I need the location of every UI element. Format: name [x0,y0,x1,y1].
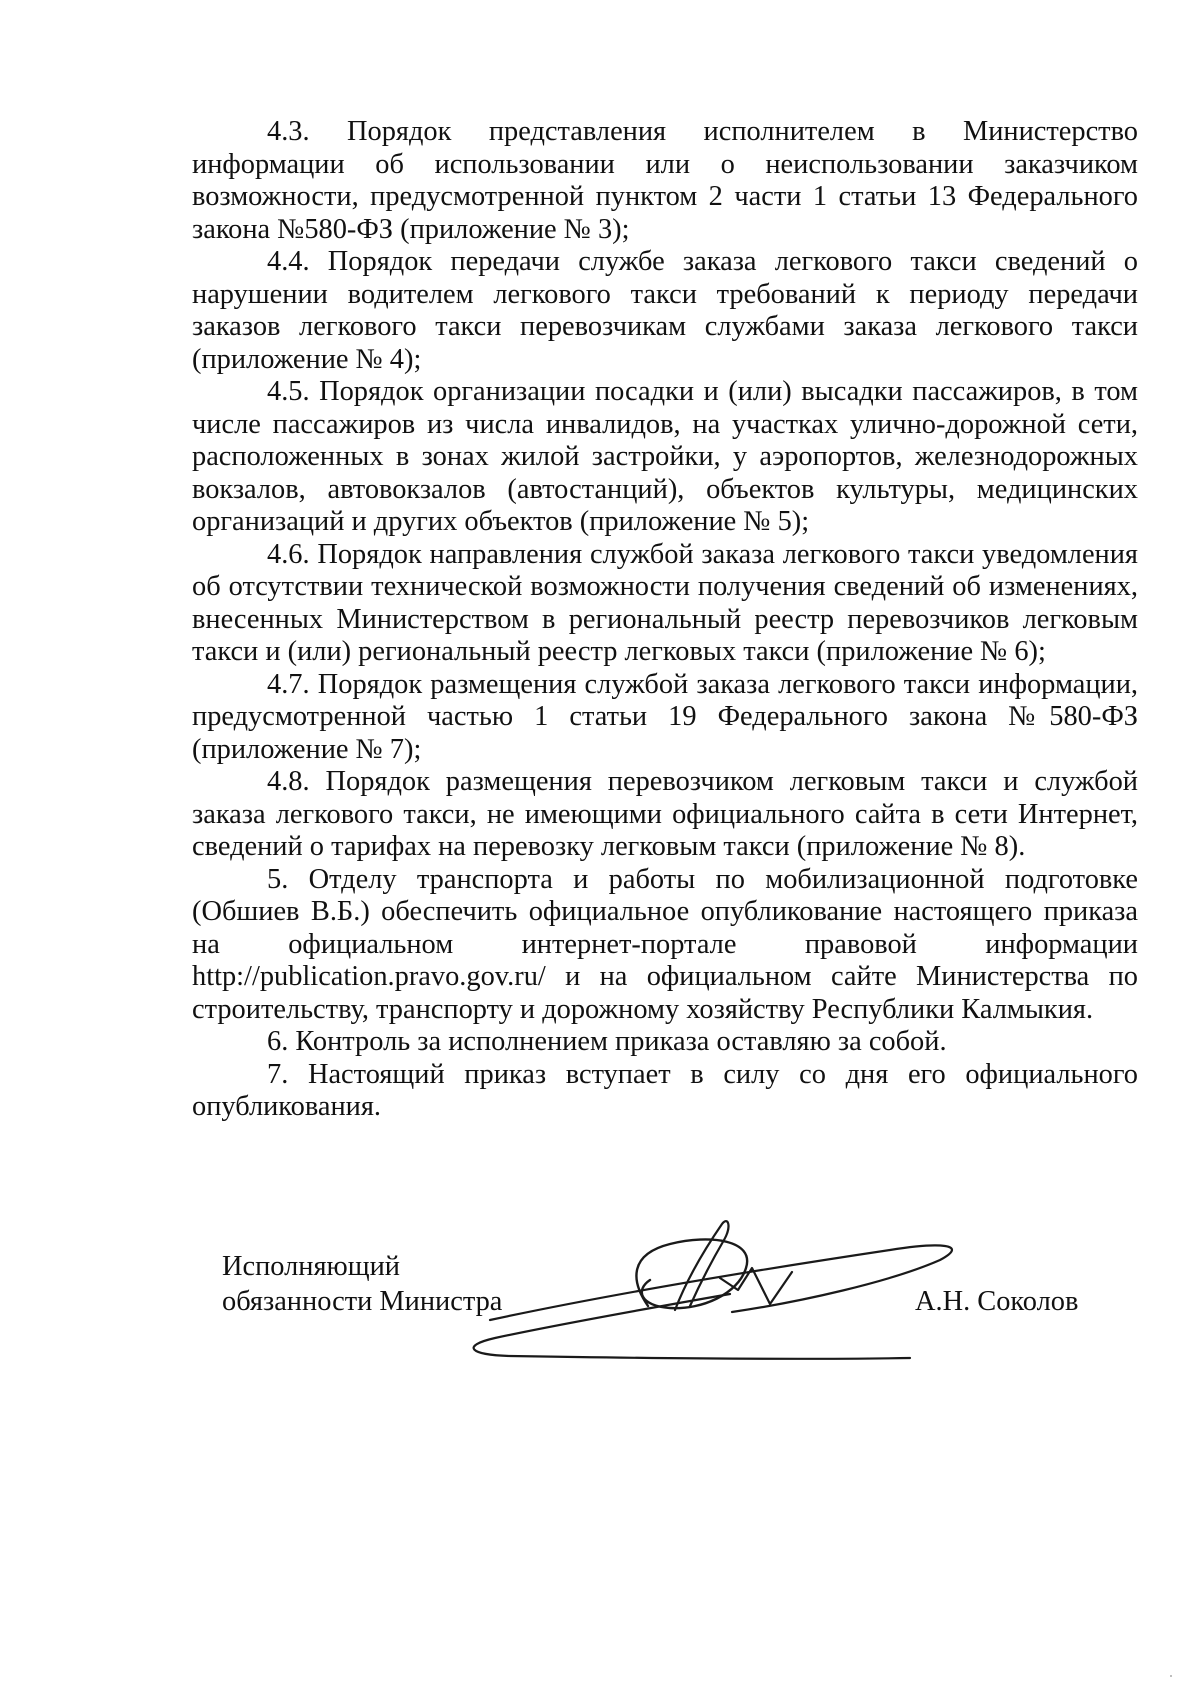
signature-strokes [474,1221,952,1359]
signatory-name: А.Н. Соколов [915,1286,1079,1317]
document-body [192,116,1138,1124]
handwritten-signature [470,1220,1030,1370]
paragraph-4-7: 4.7. Порядок размещения службой заказа легкового такси информации, предусмотренной частью 1 статьи 19 Федерального закона №580-ФЗ (приложение № 7); [192,668,1138,765]
signature-loop-stroke [636,1239,747,1308]
paragraph-7: 7. Настоящий приказ вступает в силу со дня его официального опубликования. [192,1058,1138,1122]
signature-flourish-stroke [675,1221,728,1310]
signature-upper-sweep-stroke [490,1245,952,1320]
paragraph-5: 5. Отделу транспорта и работы по мобилизационной подготовке (Обшиев В.Б.) обеспечить официальное опубликование настоящего приказа на официальном интернет-портале правовой информации http://publication.pravo.gov.ru/ и на официальном сайте Министерства по строительству, транспорту и дорожному хозяйству Республики Калмыкия. [192,863,1138,1025]
paragraph-4-6: 4.6. Порядок направления службой заказа легкового такси уведомления об отсутствии технической возможности получения сведений об изменениях, внесенных Министерством в региональный реестр перевозчиков легковым такси и (или) региональный реестр легковых такси (приложение № 6); [192,538,1138,667]
paragraph-4-4: 4.4. Порядок передачи службе заказа легкового такси сведений о нарушении водителем легкового такси требований к периоду передачи заказов легкового такси перевозчикам службами заказа легкового такси (приложение № 4); [192,246,1138,375]
scan-artifact-dot [1170,1675,1172,1677]
paragraph-6: 6. Контроль за исполнением приказа оставляю за собой. [267,1026,947,1057]
signature-zigzag-stroke [720,1268,792,1304]
paragraph-4-8: 4.8. Порядок размещения перевозчиком легковым такси и службой заказа легкового такси, не имеющими официального сайта в сети Интернет, сведений о тарифах на перевозку легковым такси (приложение № 8). [192,766,1138,862]
signatory-title-line-2: обязанности Министра [222,1286,503,1317]
signature-underline-stroke [474,1294,910,1359]
paragraph-4-3: 4.3. Порядок представления исполнителем в Министерство информации об использовании или о неиспользовании заказчиком возможности, предусмотренной пунктом 2 части 1 статьи 13 Федерального закона №580-ФЗ (приложение № 3); [192,116,1138,245]
paragraph-4-5: 4.5. Порядок организации посадки и (или) высадки пассажиров, в том числе пассажиров из числа инвалидов, на участках улично-дорожной сети, расположенных в зонах жилой застройки, у аэропортов, железнодорожных вокзалов, автовокзалов (автостанций), объектов культуры, медицинских организаций и других объектов (приложение № 5); [192,376,1138,537]
signatory-title-line-1: Исполняющий [222,1251,400,1282]
